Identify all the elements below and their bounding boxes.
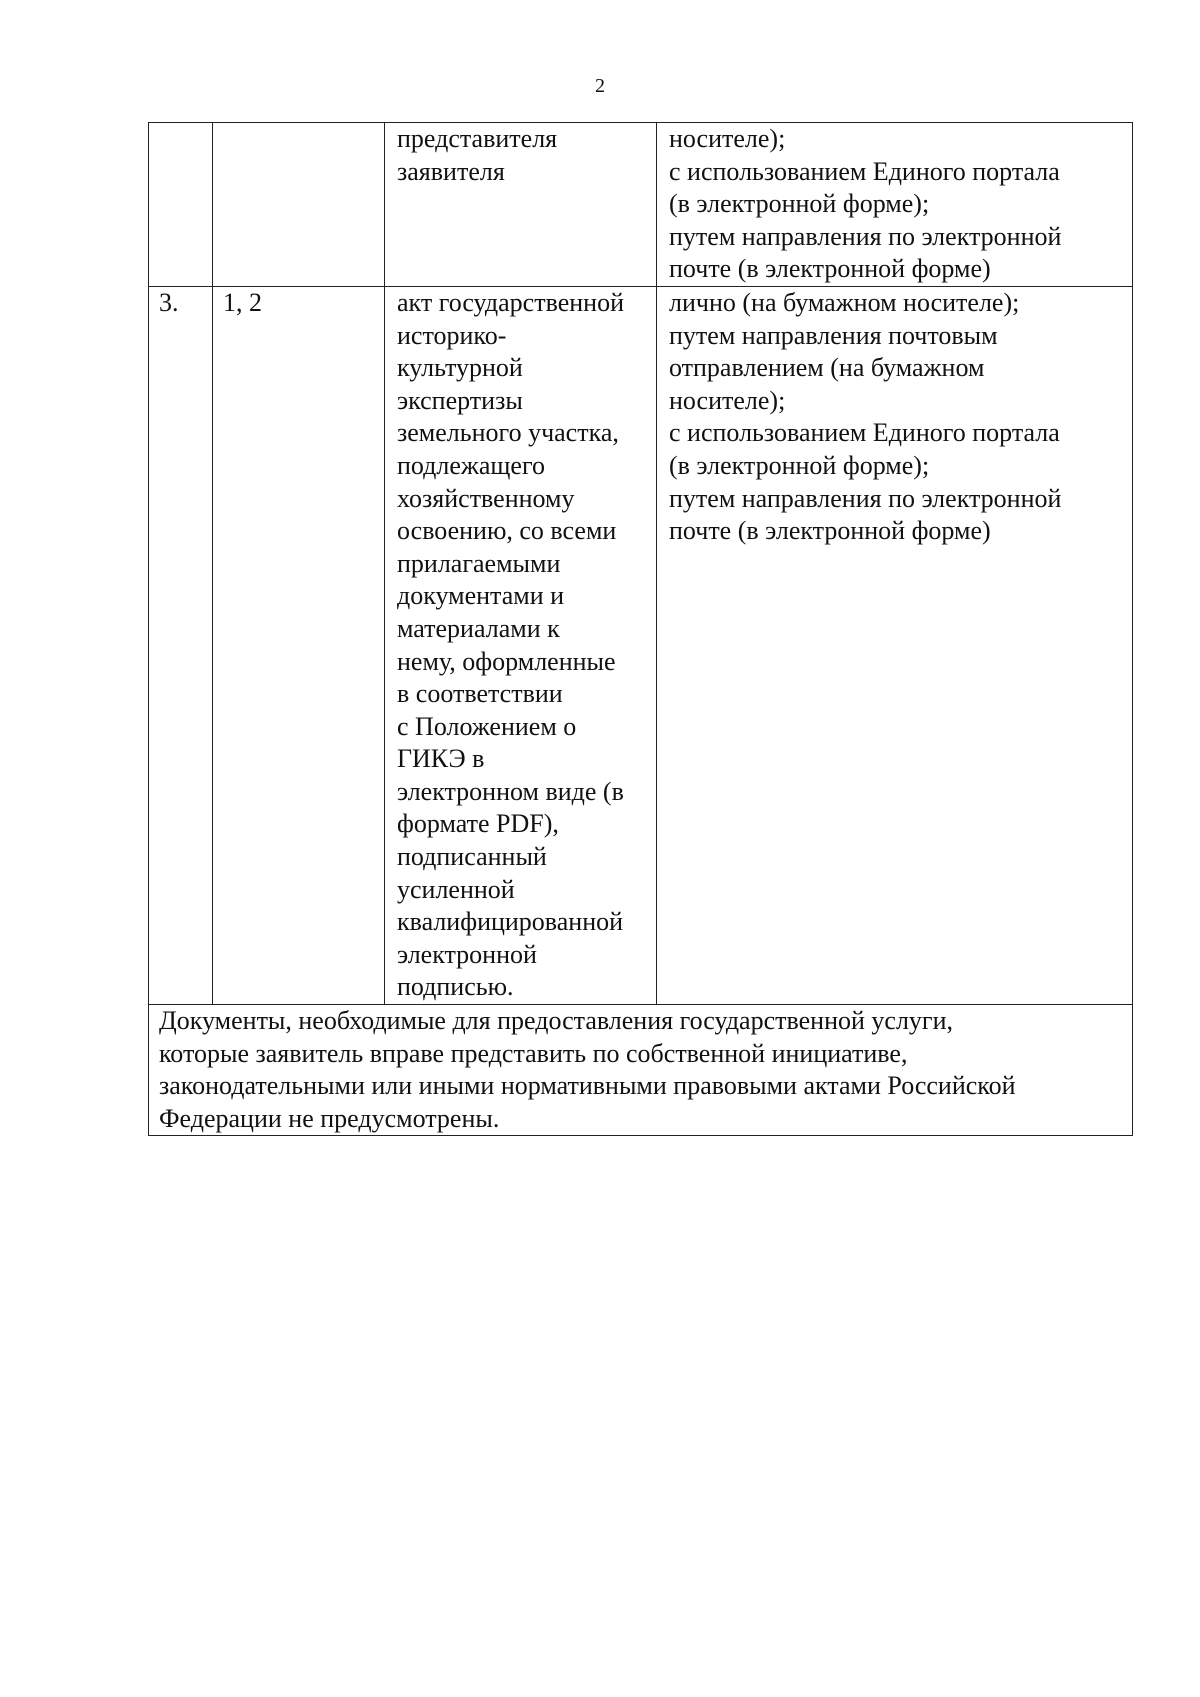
document-line: усиленной — [397, 874, 515, 904]
document-line: подписью. — [397, 972, 514, 1002]
row-number-cell: 3. — [149, 286, 213, 1004]
table-row-3 — [149, 286, 1133, 1004]
submission-method-cell — [657, 286, 1133, 1004]
page-number: 2 — [595, 75, 605, 97]
submission-method-cell — [657, 123, 1133, 287]
documents-table — [148, 122, 1133, 1136]
method-line: лично (на бумажном носителе); — [669, 287, 1020, 317]
row-ref-cell: 1, 2 — [213, 286, 385, 1004]
document-line: заявителя — [397, 156, 505, 186]
row-number-cell — [149, 123, 213, 287]
method-line: путем направления по электронной — [669, 483, 1062, 513]
footer-line: Федерации не предусмотрены. — [159, 1103, 500, 1133]
footer-note-cell — [149, 1005, 1133, 1136]
document-line: культурной — [397, 353, 523, 383]
method-line: носителе); — [669, 124, 786, 153]
document-line: подлежащего — [397, 450, 545, 480]
document-line: формате PDF), — [397, 809, 559, 839]
document-line: представителя — [397, 124, 558, 153]
document-line: освоению, со всеми — [397, 516, 617, 546]
table-row-footer — [149, 1005, 1133, 1136]
method-line: путем направления почтовым — [669, 320, 998, 350]
document-line: хозяйственному — [397, 483, 575, 513]
document-line: в соответствии — [397, 679, 563, 709]
method-line: с использованием Единого портала — [669, 418, 1060, 448]
document-line: экспертизы — [397, 385, 523, 415]
table-row-continued — [149, 123, 1133, 287]
document-name-cell — [385, 286, 657, 1004]
document-line: электронной — [397, 939, 537, 969]
document-line: нему, оформленные — [397, 646, 616, 676]
document-line: электронном виде (в — [397, 776, 624, 806]
method-line: путем направления по электронной — [669, 221, 1062, 251]
method-line: (в электронной форме); — [669, 450, 930, 480]
footer-line: Документы, необходимые для предоставления государственной услуги, — [159, 1006, 953, 1036]
footer-line: законодательными или иными нормативными правовыми актами Российской — [159, 1071, 1016, 1101]
document-line: акт государственной — [397, 287, 624, 317]
document-line: документами и — [397, 581, 565, 611]
document-line: подписанный — [397, 842, 547, 872]
row-ref-cell — [213, 123, 385, 287]
document-line: прилагаемыми — [397, 548, 561, 578]
method-line: с использованием Единого портала — [669, 156, 1060, 186]
method-line: почте (в электронной форме) — [669, 254, 991, 284]
document-line: квалифицированной — [397, 907, 624, 937]
document-line: ГИКЭ в — [397, 744, 485, 774]
footer-line: которые заявитель вправе представить по собственной инициативе, — [159, 1038, 908, 1068]
document-line: земельного участка, — [397, 418, 619, 448]
document-line: с Положением о — [397, 711, 577, 741]
method-line: отправлением (на бумажном — [669, 353, 985, 383]
method-line: (в электронной форме); — [669, 189, 930, 219]
document-line: историко- — [397, 320, 507, 350]
method-line: почте (в электронной форме) — [669, 516, 991, 546]
method-line: носителе); — [669, 385, 786, 415]
document-line: материалами к — [397, 613, 560, 643]
document-name-cell — [385, 123, 657, 287]
